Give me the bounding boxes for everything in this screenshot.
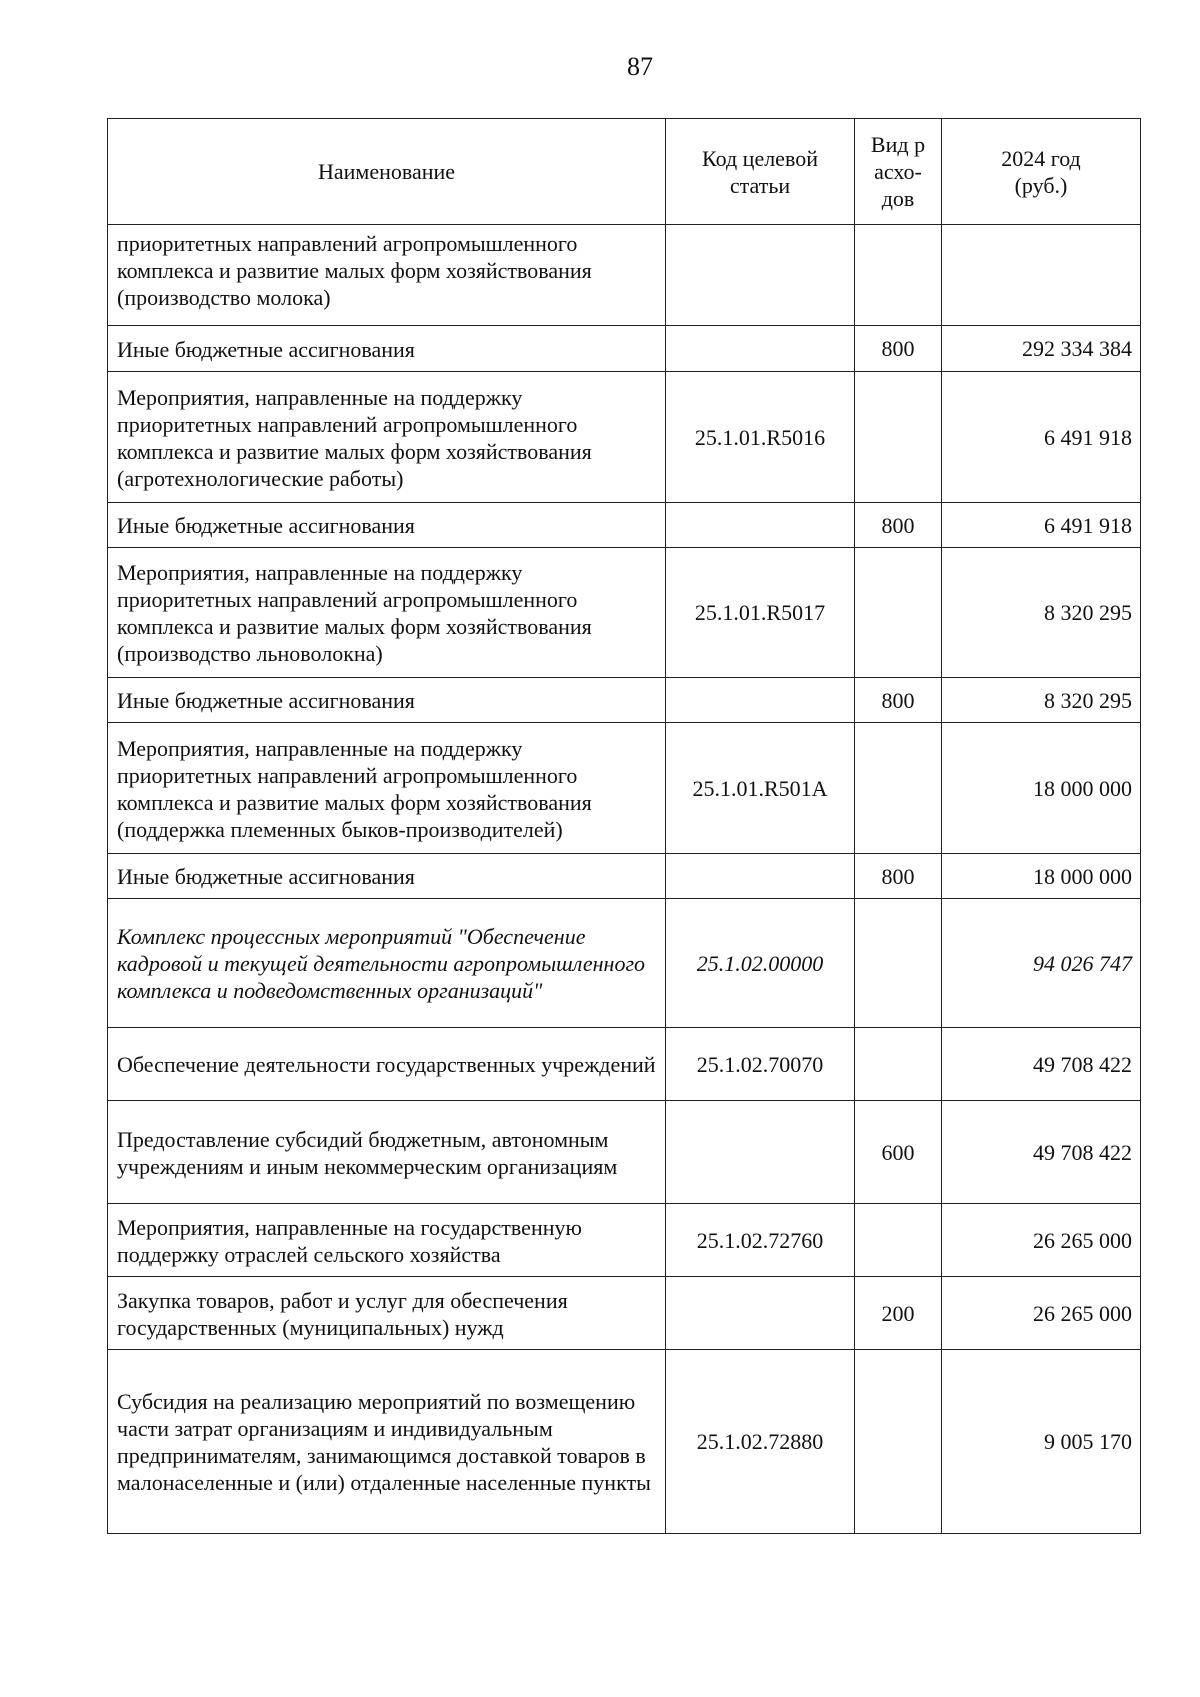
cell-code: 25.1.02.70070 — [666, 1028, 855, 1101]
cell-type: 800 — [855, 503, 942, 548]
cell-type: 800 — [855, 326, 942, 372]
cell-type: 600 — [855, 1101, 942, 1204]
cell-sum: 94 026 747 — [942, 899, 1141, 1028]
cell-name: Субсидия на реализацию мероприятий по возмещению части затрат организациям и индивидуальным предпринимателям, занимающимся доставкой товаров в малонаселенные и (или) отдаленные населенные пункты — [108, 1350, 666, 1534]
header-sum: 2024 год (руб.) — [942, 119, 1141, 225]
cell-code — [666, 225, 855, 326]
cell-code — [666, 503, 855, 548]
table-row — [108, 678, 1141, 723]
cell-type — [855, 372, 942, 503]
cell-type — [855, 1204, 942, 1277]
cell-code: 25.1.02.72880 — [666, 1350, 855, 1534]
cell-name: Мероприятия, направленные на поддержку приоритетных направлений агропромышленного комплекса и развитие малых форм хозяйствования (поддержка племенных быков-производителей) — [108, 723, 666, 854]
cell-type — [855, 1028, 942, 1101]
cell-name: Мероприятия, направленные на поддержку приоритетных направлений агропромышленного комплекса и развитие малых форм хозяйствования (агротехнологические работы) — [108, 372, 666, 503]
cell-sum: 6 491 918 — [942, 372, 1141, 503]
table-row — [108, 1028, 1141, 1101]
table-header-row — [108, 119, 1141, 225]
cell-sum: 49 708 422 — [942, 1028, 1141, 1101]
cell-type — [855, 225, 942, 326]
cell-type — [855, 1350, 942, 1534]
table-row — [108, 225, 1141, 326]
cell-name: Мероприятия, направленные на государственную поддержку отраслей сельского хозяйства — [108, 1204, 666, 1277]
cell-name: Мероприятия, направленные на поддержку приоритетных направлений агропромышленного комплекса и развитие малых форм хозяйствования (производство льноволокна) — [108, 548, 666, 678]
table-row — [108, 326, 1141, 372]
table-row — [108, 503, 1141, 548]
table-row — [108, 1350, 1141, 1534]
table-row — [108, 372, 1141, 503]
cell-type: 200 — [855, 1277, 942, 1350]
cell-name: приоритетных направлений агропромышленного комплекса и развитие малых форм хозяйствования (производство молока) — [108, 225, 666, 326]
cell-type: 800 — [855, 678, 942, 723]
cell-sum: 8 320 295 — [942, 548, 1141, 678]
cell-type: 800 — [855, 854, 942, 899]
table-row — [108, 723, 1141, 854]
cell-name: Иные бюджетные ассигнования — [108, 678, 666, 723]
cell-name: Иные бюджетные ассигнования — [108, 503, 666, 548]
cell-code — [666, 678, 855, 723]
budget-table — [107, 118, 1141, 1534]
cell-sum — [942, 225, 1141, 326]
table-row — [108, 854, 1141, 899]
cell-sum: 6 491 918 — [942, 503, 1141, 548]
cell-sum: 18 000 000 — [942, 854, 1141, 899]
cell-sum: 26 265 000 — [942, 1204, 1141, 1277]
cell-type — [855, 548, 942, 678]
table-row — [108, 1277, 1141, 1350]
header-type: Вид расхо-дов — [855, 119, 942, 225]
cell-name: Комплекс процессных мероприятий "Обеспечение кадровой и текущей деятельности агропромышленного комплекса и подведомственных организаций" — [108, 899, 666, 1028]
cell-code — [666, 1101, 855, 1204]
page-number: 87 — [627, 52, 653, 81]
cell-code — [666, 854, 855, 899]
cell-name: Обеспечение деятельности государственных учреждений — [108, 1028, 666, 1101]
table-row — [108, 1204, 1141, 1277]
cell-sum: 49 708 422 — [942, 1101, 1141, 1204]
cell-type — [855, 723, 942, 854]
table-row — [108, 548, 1141, 678]
cell-sum: 26 265 000 — [942, 1277, 1141, 1350]
cell-code: 25.1.01.R5016 — [666, 372, 855, 503]
table-body — [108, 225, 1141, 1534]
cell-sum: 292 334 384 — [942, 326, 1141, 372]
cell-code: 25.1.01.R5017 — [666, 548, 855, 678]
cell-name: Предоставление субсидий бюджетным, автономным учреждениям и иным некоммерческим организациям — [108, 1101, 666, 1204]
cell-code: 25.1.02.72760 — [666, 1204, 855, 1277]
header-code: Код целевой статьи — [666, 119, 855, 225]
cell-code: 25.1.01.R501A — [666, 723, 855, 854]
cell-sum: 9 005 170 — [942, 1350, 1141, 1534]
cell-name: Иные бюджетные ассигнования — [108, 854, 666, 899]
cell-code — [666, 1277, 855, 1350]
cell-sum: 18 000 000 — [942, 723, 1141, 854]
table-row — [108, 899, 1141, 1028]
cell-code: 25.1.02.00000 — [666, 899, 855, 1028]
table-row — [108, 1101, 1141, 1204]
cell-name: Закупка товаров, работ и услуг для обеспечения государственных (муниципальных) нужд — [108, 1277, 666, 1350]
header-name: Наименование — [108, 119, 666, 225]
cell-type — [855, 899, 942, 1028]
cell-code — [666, 326, 855, 372]
cell-sum: 8 320 295 — [942, 678, 1141, 723]
cell-name: Иные бюджетные ассигнования — [108, 326, 666, 372]
